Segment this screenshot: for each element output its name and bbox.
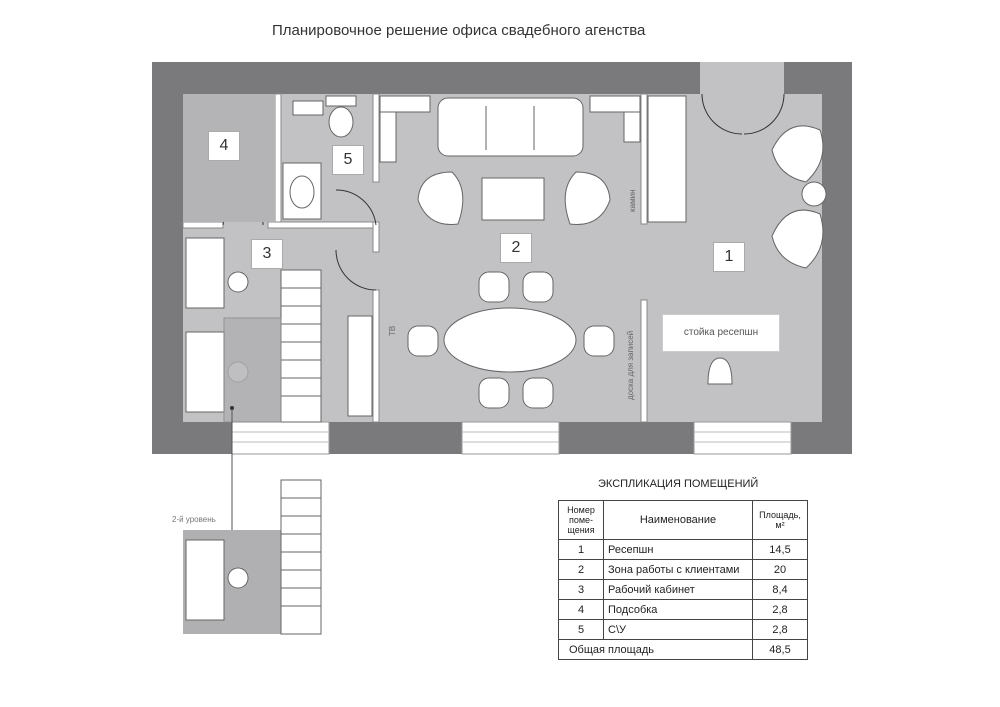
total-label: Общая площадь — [559, 640, 753, 660]
explication-table — [558, 500, 808, 660]
room-number-5: 5 — [332, 145, 364, 175]
entrance-opening — [700, 62, 784, 94]
room-number-2: 2 — [500, 233, 532, 263]
room-number-1: 1 — [713, 242, 745, 272]
sofa — [438, 98, 583, 156]
header-area: Площадь, м² — [753, 501, 808, 540]
table-row: 4 Подсобка 2,8 — [559, 600, 808, 620]
total-area: 48,5 — [753, 640, 808, 660]
total-row — [559, 640, 808, 660]
table-row: 5 С\У 2,8 — [559, 620, 808, 640]
table-row: 1 Ресепшн 14,5 — [559, 540, 808, 560]
table-row: 3 Рабочий кабинет 8,4 — [559, 580, 808, 600]
table-row: 2 Зона работы с клиентами 20 — [559, 560, 808, 580]
windows — [232, 422, 791, 454]
plan-title: Планировочное решение офиса свадебного агенства — [272, 22, 646, 39]
fireplace-label: камин — [628, 189, 637, 212]
level2-label: 2-й уровень — [172, 515, 216, 524]
tv-label: ТВ — [388, 325, 397, 336]
coffee-table — [482, 178, 544, 220]
staircase — [281, 270, 321, 422]
header-number: Номер поме-щения — [559, 501, 604, 540]
level2-stairs — [281, 480, 321, 634]
reception-desk: стойка ресепшн — [662, 314, 780, 352]
room-number-3: 3 — [251, 239, 283, 269]
room-number-4: 4 — [208, 131, 240, 161]
header-name: Наименование — [604, 501, 753, 540]
whiteboard-label: доска для записей — [626, 330, 635, 400]
explication-title: ЭКСПЛИКАЦИЯ ПОМЕЩЕНИЙ — [598, 478, 759, 490]
